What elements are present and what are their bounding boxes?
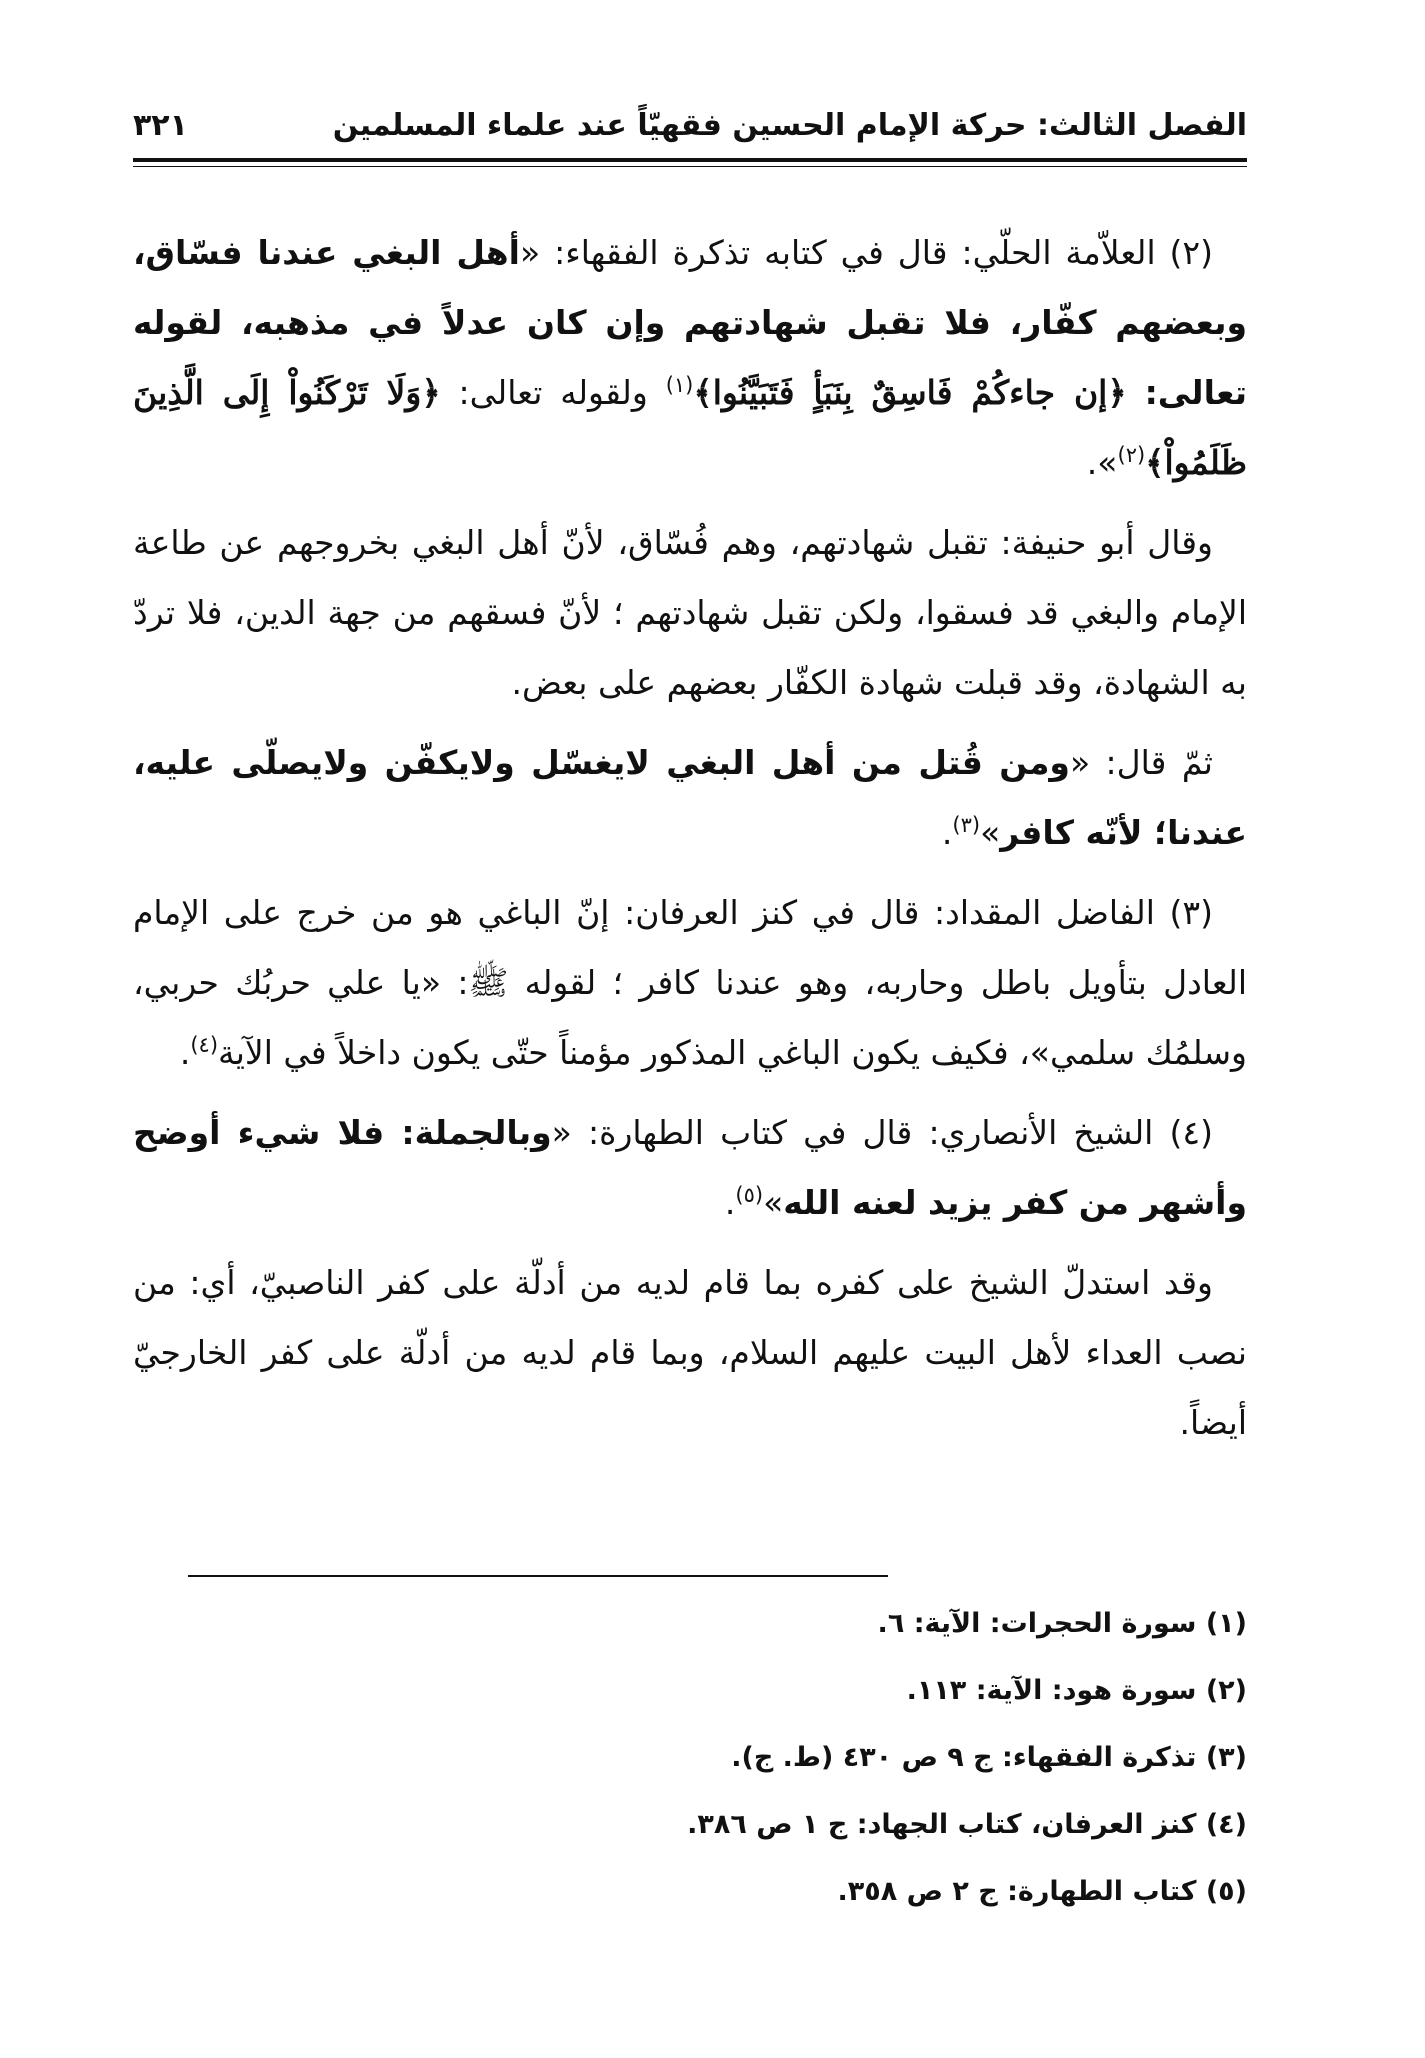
footnote-ref-4: (٤): [190, 1033, 219, 1057]
p5-quote: وبالجملة: فلا شيء أوضح وأشهر من كفر يزيد لعنه الله: [133, 1113, 1247, 1222]
footnote-3: (٣) تذكرة الفقهاء: ج ٩ ص ٤٣٠ (ط. ج).: [731, 1741, 1247, 1773]
paragraph-ansari: [133, 1098, 1247, 1238]
footnote-separator: [188, 1575, 888, 1577]
p1-lead: (٢) العلاّمة الحلّي: قال في كتابه تذكرة الفقهاء: «: [520, 233, 1214, 272]
p3-tail: »: [980, 813, 1001, 852]
p3-end: .: [941, 813, 953, 852]
footnote-5: (٥) كتاب الطهارة: ج ٢ ص ٣٥٨.: [837, 1875, 1247, 1907]
header-rule-thick: [133, 158, 1247, 162]
p3-quote: ومن قُتل من أهل البغي لايغسّل ولايكفّن ولايصلّى عليه، عندنا؛ لأنّه كافر: [133, 743, 1247, 852]
footnotes: [133, 1590, 1247, 1925]
paragraph-fadil-miqdad: [133, 878, 1247, 1088]
page-number: ٣٢١: [133, 108, 188, 143]
footnote-4: (٤) كنز العرفان، كتاب الجهاد: ج ١ ص ٣٨٦.: [687, 1808, 1247, 1840]
quran-verse-2: ﴿وَلَا تَرْكَنُواْ إِلَى الَّذِينَ ظَلَمُواْ﴾: [133, 373, 1247, 482]
paragraph-conclusion: وقد استدلّ الشيخ على كفره بما قام لديه من أدلّة على كفر الناصبيّ، أي: من نصب العداء لأهل البيت عليهم السلام، وبما قام لديه من أدلّة على كفر الخارجيّ أيضاً.: [133, 1263, 1247, 1442]
paragraph-allama-hilli: [133, 218, 1247, 498]
footnote-ref-5: (٥): [735, 1183, 764, 1207]
footnote-ref-2: (٢): [1117, 443, 1146, 467]
running-header: [133, 98, 1247, 150]
p1-tail: ».: [1086, 443, 1118, 482]
quran-verse-1: ﴿إن جاءكُمْ فَاسِقٌ بِنَبَأٍ فَتَبَيَّنُوا﴾: [693, 373, 1127, 412]
body-text: [133, 218, 1247, 1468]
paragraph-abu-hanifa: وقال أبو حنيفة: تقبل شهادتهم، وهم فُسّاق، لأنّ أهل البغي بخروجهم عن طاعة الإمام والبغي قد فسقوا، ولكن تقبل شهادتهم ؛ لأنّ فسقهم من جهة الدين، فلا تردّ به الشهادة، وقد قبلت شهادة الكفّار بعضهم على بعض.: [133, 523, 1247, 702]
p4-end: .: [179, 1033, 191, 1072]
p5-lead: (٤) الشيخ الأنصاري: قال في كتاب الطهارة: «: [551, 1113, 1213, 1152]
header-rule-thin: [133, 166, 1247, 167]
paragraph-then-said: [133, 728, 1247, 868]
footnote-ref-3: (٣): [952, 813, 981, 837]
footnote-1: (١) سورة الحجرات: الآية: ٦.: [877, 1607, 1247, 1639]
p5-end: .: [724, 1183, 736, 1222]
p3-lead: ثمّ قال: «: [1069, 743, 1213, 782]
footnote-ref-1: (١): [665, 373, 694, 397]
p4-text: (٣) الفاضل المقداد: قال في كنز العرفان: إنّ الباغي هو من خرج على الإمام العادل بتأويل باطل وحاربه، وهو عندنا كافر ؛ لقوله ﷺ: «يا علي حربُك حربي، وسلمُك سلمي»، فكيف يكون الباغي المذكور مؤمناً حتّى يكون داخلاً في الآية: [133, 893, 1247, 1072]
p1-mid: ولقوله تعالى:: [440, 373, 666, 412]
footnote-2: (٢) سورة هود: الآية: ١١٣.: [906, 1674, 1247, 1706]
p1-quote: أهل البغي عندنا فسّاق، وبعضهم كفّار، فلا تقبل شهادتهم وإن كان عدلاً في مذهبه، لقوله تعالى:: [133, 233, 1247, 412]
p5-tail: »: [763, 1183, 784, 1222]
chapter-title: الفصل الثالث: حركة الإمام الحسين فقهيّاً عند علماء المسلمين: [332, 108, 1247, 143]
